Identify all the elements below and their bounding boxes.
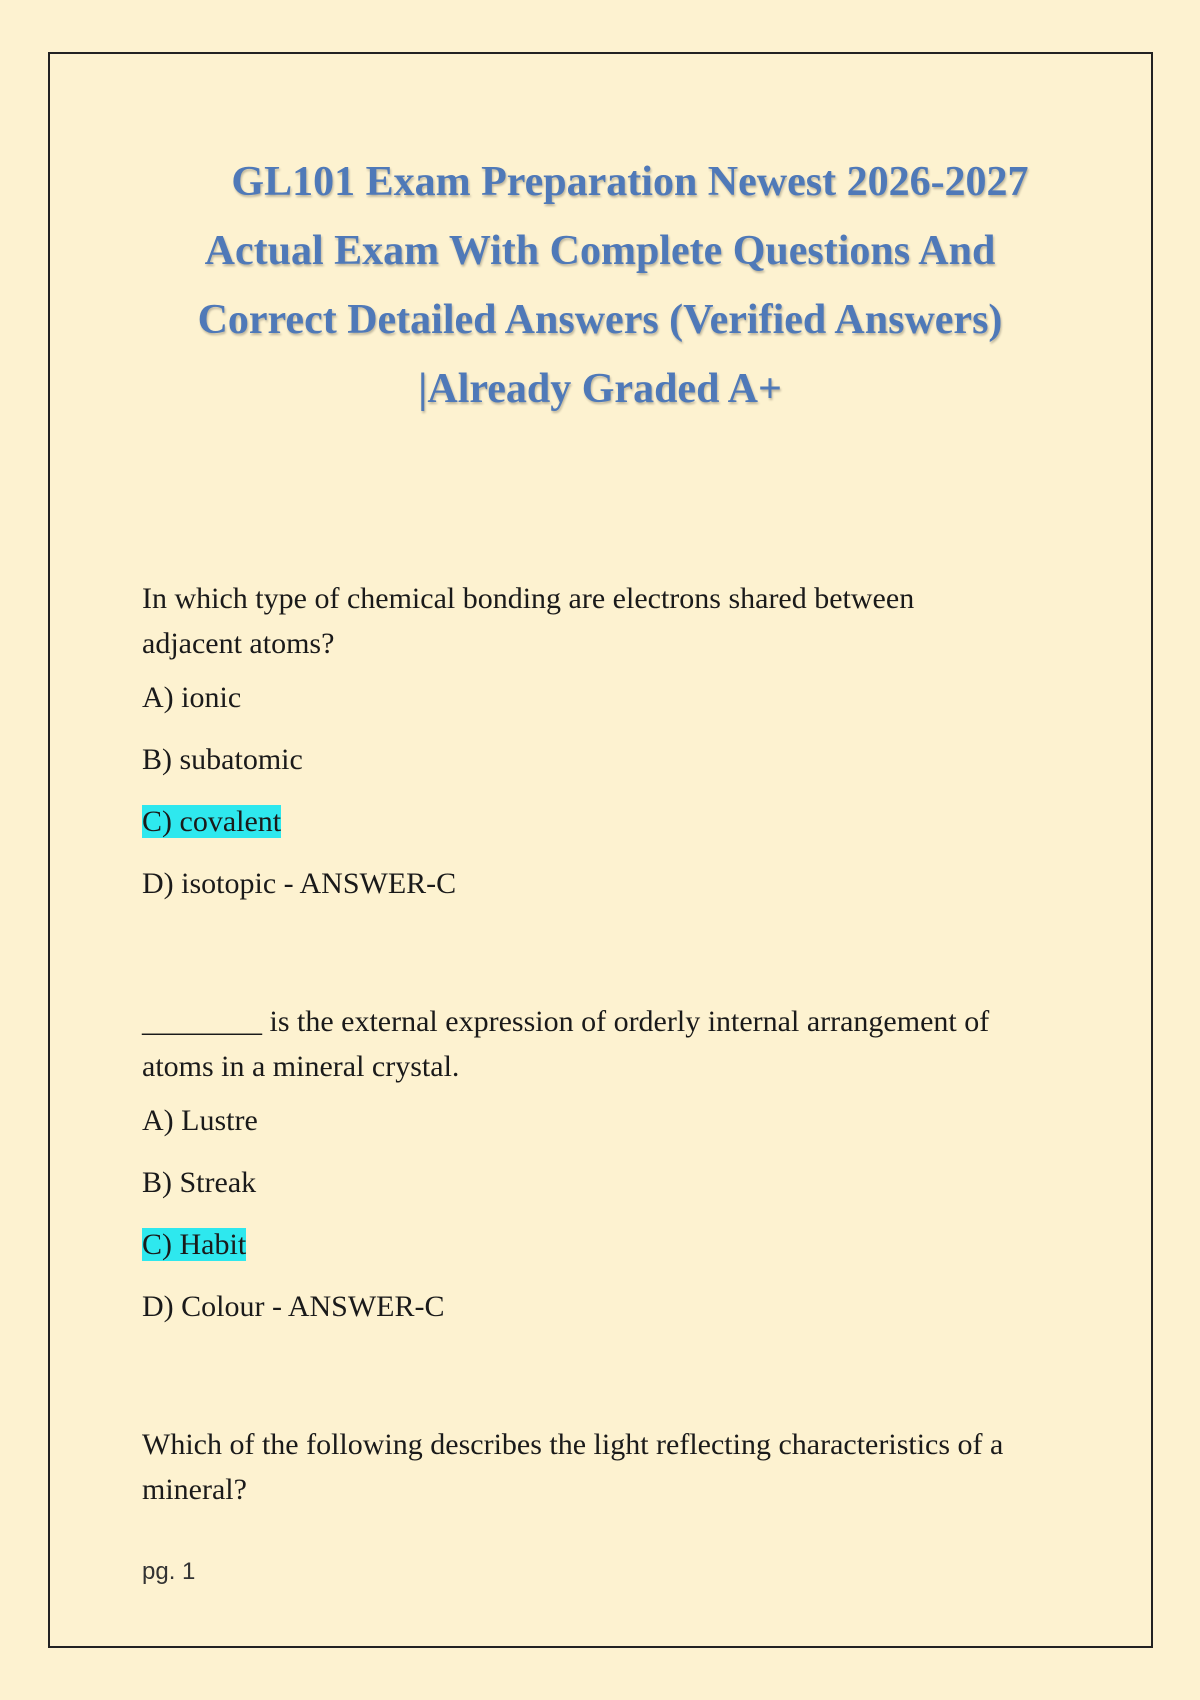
question-line: adjacent atoms? xyxy=(142,627,335,660)
question-line: In which type of chemical bonding are electrons shared between xyxy=(142,582,915,615)
title-line-2: Actual Exam With Complete Questions And xyxy=(204,228,996,274)
question-line: ________ is the external expression of orderly internal arrangement of xyxy=(142,1005,990,1038)
option-b: B) Streak xyxy=(142,1166,257,1199)
document-title xyxy=(120,148,1080,424)
question-line: mineral? xyxy=(142,1473,247,1506)
option-b: B) subatomic xyxy=(142,743,303,776)
question-line: atoms in a mineral crystal. xyxy=(142,1050,460,1083)
question-block-1 xyxy=(142,576,1082,926)
page-number: pg. 1 xyxy=(142,1558,196,1585)
title-line-3: Correct Detailed Answers (Verified Answers) xyxy=(197,297,1003,343)
option-c-highlighted: C) Habit xyxy=(142,1228,247,1261)
title-line-4: |Already Graded A+ xyxy=(418,366,782,412)
question-text xyxy=(142,1422,1082,1512)
option-c-highlighted: C) covalent xyxy=(142,805,282,838)
question-line: Which of the following describes the light reflecting characteristics of a xyxy=(142,1428,1004,1461)
question-block-2 xyxy=(142,999,1082,1349)
option-a: A) Lustre xyxy=(142,1104,258,1137)
option-d-answer: D) isotopic - ANSWER-C xyxy=(142,867,457,900)
option-d-answer: D) Colour - ANSWER-C xyxy=(142,1290,445,1323)
question-block-3 xyxy=(142,1422,1082,1512)
question-text xyxy=(142,576,1082,666)
title-line-1: GL101 Exam Preparation Newest 2026-2027 xyxy=(231,159,1029,205)
question-text xyxy=(142,999,1082,1089)
option-a: A) ionic xyxy=(142,681,242,714)
